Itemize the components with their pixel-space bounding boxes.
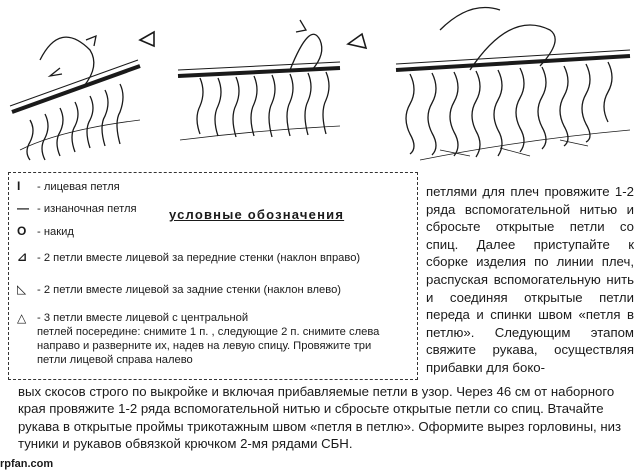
yarn-over-symbol: O	[17, 224, 27, 238]
k2tog-left-symbol: ◺	[17, 282, 27, 296]
k2tog-right-symbol: ⊿	[17, 250, 28, 264]
illustration-2	[178, 20, 366, 140]
legend-item-k2tog-right	[17, 250, 360, 265]
legend-item-text: - накид	[37, 226, 74, 238]
purl-stitch-symbol: —	[17, 201, 29, 215]
legend-item-k2tog-left	[17, 282, 341, 297]
watermark: rpfan.com	[0, 458, 54, 470]
legend-item-purl-stitch	[17, 201, 137, 216]
illustration-3	[396, 8, 630, 161]
triangle-mark-2	[348, 34, 366, 48]
legend-item-yarn-over	[17, 224, 74, 239]
legend-item-text: - 2 петли вместе лицевой за задние стенки (наклон влево)	[37, 284, 342, 296]
legend-item-text: - изнаночная петля	[37, 203, 137, 215]
legend-box	[8, 172, 418, 380]
knitting-illustrations	[0, 0, 640, 172]
legend-item-text: - 3 петли вместе лицевой с центральной петлей посередине: снимите 1 п. , следующие 2 п. снимите слева направо и разверните их, надев на левую спицу. Провяжите три петли лицевой справа налево	[37, 312, 380, 366]
instructions-bottom-text: вых скосов строго по выкройке и включая прибавляемые петли в узор. Через 46 см от наборного края провяжите 1-2 ряда вспомогательной нитью и сбросьте открытые петли со спиц. Втачайте рукава в открытые проймы трикотажным швом «петля в петлю». Оформите вырез горловины, низ туники и рукавов обвязкой крючком 2-мя рядами СБН.	[18, 384, 622, 452]
triangle-mark-1	[140, 32, 154, 46]
legend-title: условные обозначения	[169, 207, 345, 222]
illustration-1	[10, 32, 154, 160]
legend-item-knit-stitch	[17, 179, 120, 194]
k3tog-central-symbol: △	[17, 311, 27, 325]
knit-stitch-symbol: I	[17, 179, 21, 193]
legend-item-text: - лицевая петля	[37, 181, 120, 193]
legend-item-text: - 2 петли вместе лицевой за передние стенки (наклон вправо)	[37, 252, 361, 264]
instructions-right-column: петлями для плеч провяжите 1-2 ряда вспомогательной нитью и сбросьте открытые петли со спиц. Далее приступайте к сборке изделия по линии плеч, распуская вспомогательную нить и соединяя открытые петли переда и спинки швом «петля в петлю». Следующим этапом свяжите рукава, осуществляя прибавки для боко-	[426, 184, 634, 375]
